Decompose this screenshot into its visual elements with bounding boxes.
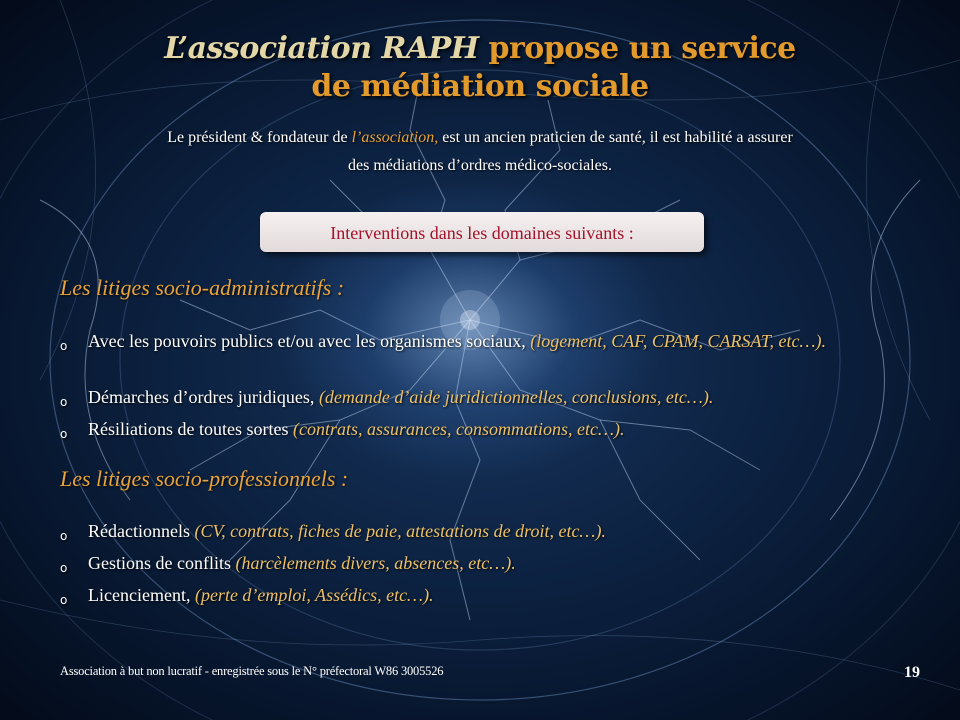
- title-line1-rest: propose un service: [478, 31, 796, 66]
- slide-title: [0, 30, 960, 106]
- item-text: Rédactionnels: [88, 521, 195, 541]
- list-item: [60, 330, 920, 374]
- item-detail: (contrats, assurances, consommations, etc…).: [292, 419, 625, 439]
- item-detail: (CV, contrats, fiches de paie, attestations de droit, etc…).: [194, 521, 606, 541]
- footer-registration: Association à but non lucratif - enregistrée sous le N° préfectoral W86 3005526: [60, 664, 444, 678]
- item-text: Avec les pouvoirs publics et/ou avec les organismes sociaux,: [88, 331, 531, 351]
- item-text: Gestions de conflits: [88, 553, 236, 573]
- intro-line-2: des médiations d’ordres médico-sociales.: [348, 157, 612, 174]
- bullet-icon: o: [60, 339, 68, 353]
- bullet-icon: o: [60, 561, 68, 575]
- intro-text-after: est un ancien praticien de santé, il est habilité a assurer: [438, 129, 793, 146]
- intro-text-before: Le président & fondateur de: [167, 129, 352, 146]
- section-heading-professionnels: Les litiges socio-professionnels :: [60, 466, 349, 491]
- intro-emphasis: l’association,: [351, 129, 439, 146]
- item-text: Résiliations de toutes sortes: [88, 419, 293, 439]
- bullet-icon: o: [60, 593, 68, 607]
- item-text: Démarches d’ordres juridiques,: [88, 387, 319, 407]
- interventions-banner: Interventions dans les domaines suivants :: [260, 212, 704, 252]
- title-line-2: de médiation sociale: [311, 69, 649, 104]
- bullet-icon: o: [60, 395, 68, 409]
- bullet-icon: o: [60, 427, 68, 441]
- title-line-1: [0, 30, 960, 68]
- item-text: Licenciement,: [88, 585, 195, 605]
- item-detail: (demande d’aide juridictionnelles, conclusions, etc…).: [318, 387, 714, 407]
- item-detail: (harcèlements divers, absences, etc…).: [235, 553, 516, 573]
- item-detail: (logement, CAF, CPAM, CARSAT, etc…).: [530, 331, 827, 351]
- title-association-name: L’association RAPH: [164, 31, 479, 66]
- intro-paragraph: [40, 124, 920, 180]
- item-detail: (perte d’emploi, Assédics, etc…).: [194, 585, 434, 605]
- section-heading-administratifs: Les litiges socio-administratifs :: [60, 275, 345, 300]
- intro-line-1: [40, 124, 920, 152]
- bullet-icon: o: [60, 529, 68, 543]
- page-number: 19: [904, 664, 920, 681]
